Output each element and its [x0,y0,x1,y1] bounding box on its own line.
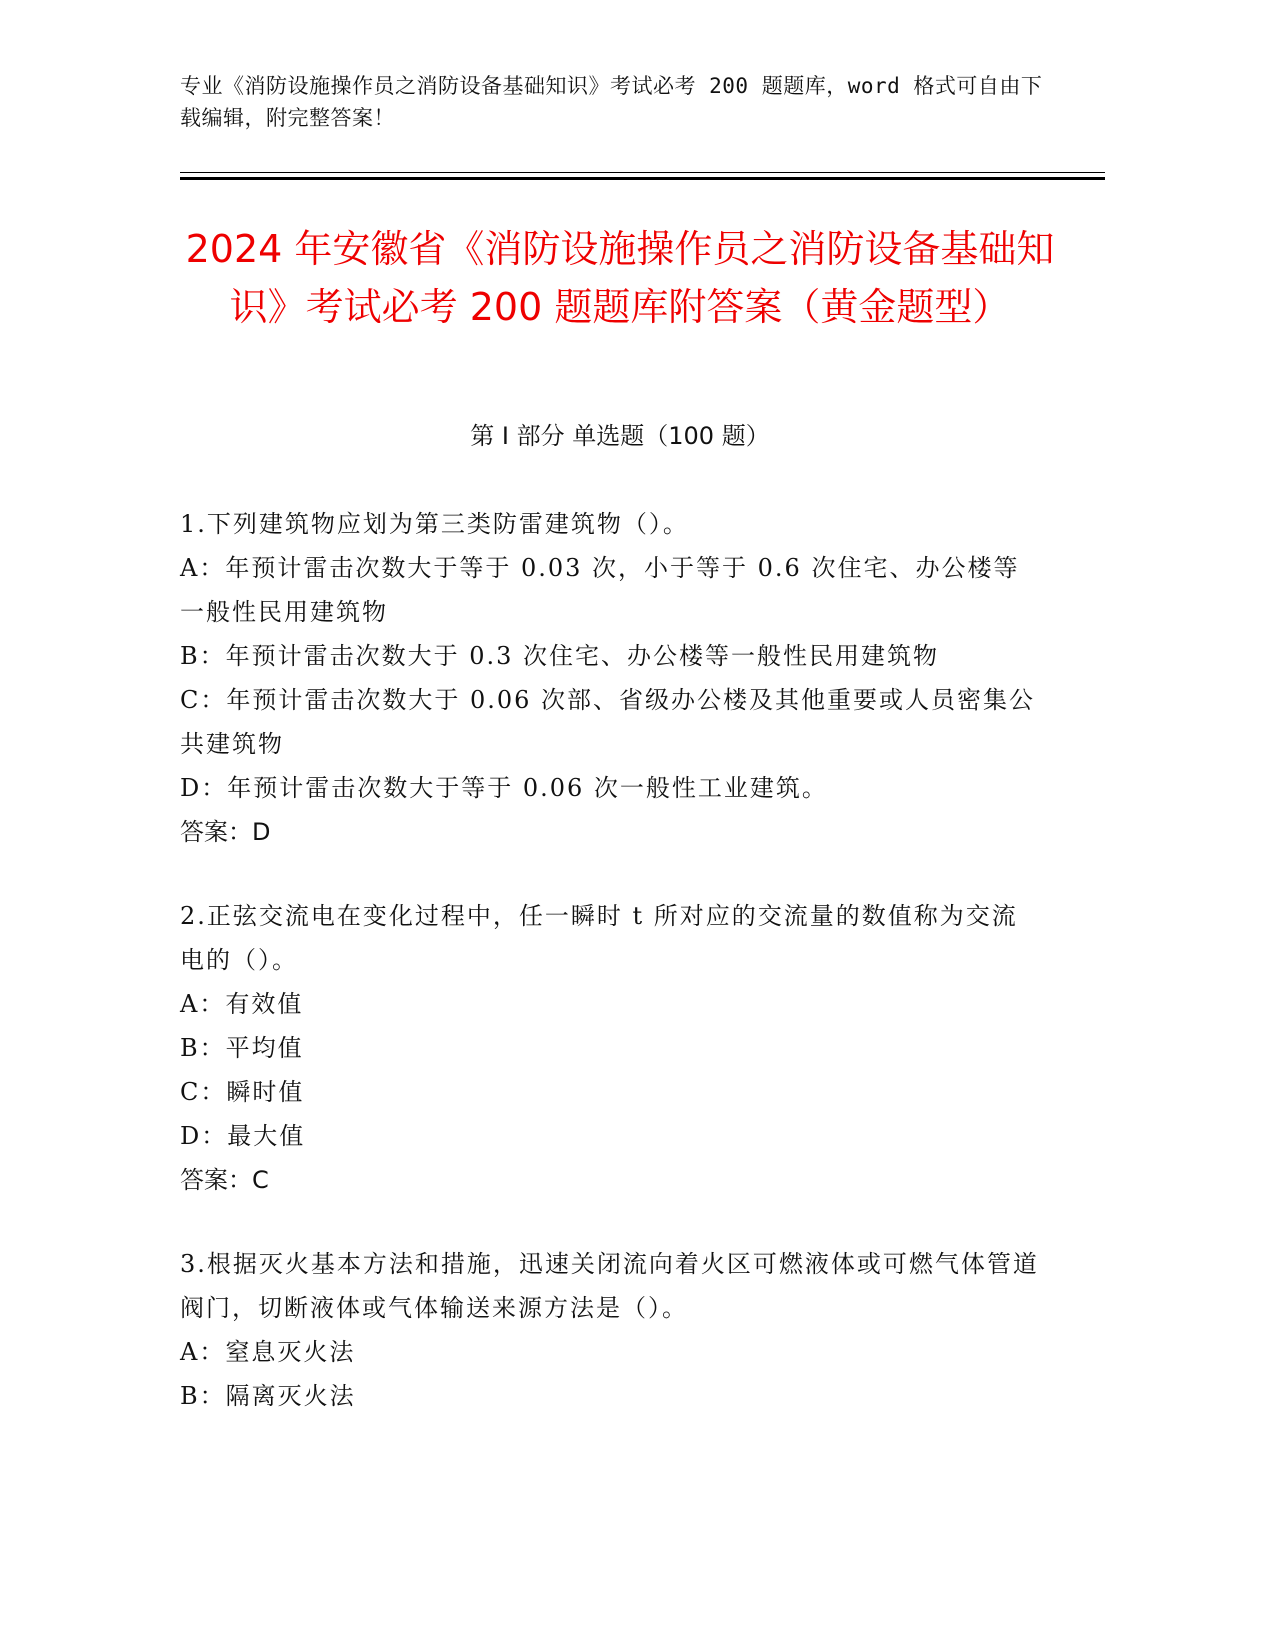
option-b: B：平均值 [180,1034,304,1062]
option-a: A：年预计雷击次数大于等于 0.03 次，小于等于 0.6 次住宅、办公楼等一般性民用建筑物 [180,554,1020,626]
header-rule-thick [180,177,1105,180]
question-1 [180,502,1040,854]
option-a: A：有效值 [180,990,304,1018]
option-d: D：年预计雷击次数大于等于 0.06 次一般性工业建筑。 [180,774,828,802]
option-c: C：年预计雷击次数大于 0.06 次部、省级办公楼及其他重要或人员密集公共建筑物 [180,686,1036,758]
question-stem: 1.下列建筑物应划为第三类防雷建筑物（）。 [180,510,689,538]
option-b: B：隔离灭火法 [180,1382,356,1410]
question-3 [180,1242,1040,1418]
question-stem: 3.根据灭火基本方法和措施，迅速关闭流向着火区可燃液体或可燃气体管道阀门，切断液体或气体输送来源方法是（）。 [180,1250,1039,1322]
option-b: B：年预计雷击次数大于 0.3 次住宅、办公楼等一般性民用建筑物 [180,642,940,670]
option-d: D：最大值 [180,1122,306,1150]
question-stem: 2.正弦交流电在变化过程中，任一瞬时 t 所对应的交流量的数值称为交流电的（）。 [180,902,1018,974]
document-header [180,70,1060,134]
question-2 [180,894,1040,1202]
section-title: 第 I 部分 单选题（100 题） [470,422,770,450]
answer: 答案：D [180,818,271,846]
option-c: C：瞬时值 [180,1078,305,1106]
header-text: 专业《消防设施操作员之消防设备基础知识》考试必考 200 题题库，word 格式可自由下载编辑，附完整答案！ [180,74,1043,130]
document-title: 2024 年安徽省《消防设施操作员之消防设备基础知识》考试必考 200 题题库附答案（黄金题型） [185,227,1055,329]
option-a: A：窒息灭火法 [180,1338,356,1366]
header-rule-thin [180,172,1105,173]
answer: 答案：C [180,1166,269,1194]
